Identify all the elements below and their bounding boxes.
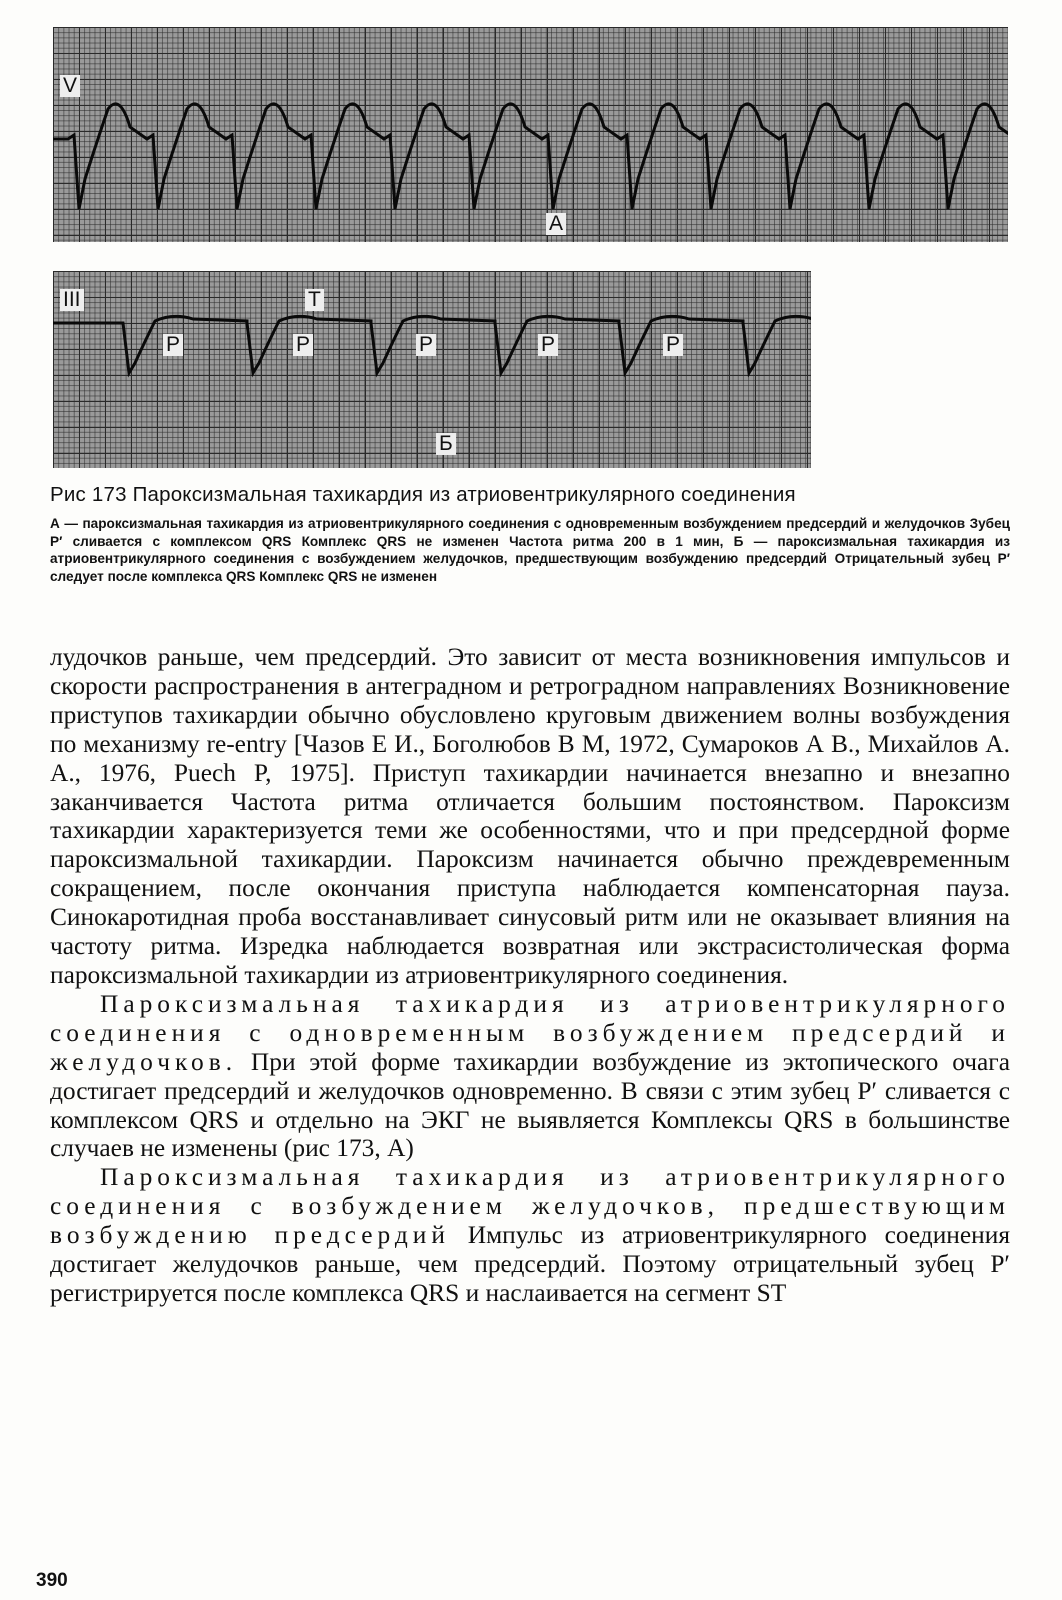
ecg-strip-a xyxy=(53,27,1008,242)
paragraph-1: лудочков раньше, чем предсердий. Это зависит от места возникновения импульсов и скорости распространения в антеградном и ретроградном направлениях Возникновение приступов тахикардии обычно обусловлено круговым движением волны возбуждения по механизму re-entry [Чазов Е И., Боголюбов В М, 1972, Сумароков А В., Михайлов А. А., 1976, Puech P, 1975]. Приступ тахикардии начинается внезапно и внезапно заканчивается Частота ритма отличается большим постоянством. Пароксизм тахикардии характеризуется теми же особенностями, что и при предсердной форме пароксизмальной тахикардии. Пароксизм начинается обычно преждевременным сокращением, после окончания приступа наблюдается компенсаторная пауза. Синокаротидная проба восстанавливает синусовый ритм или не оказывает влияния на частоту ритма. Изредка наблюдается возвратная или экстрасистолическая форма пароксизмальной тахикардии из атриовентрикулярного соединения. xyxy=(50,643,1010,989)
t-wave-label: Т xyxy=(305,289,324,311)
paragraph-2-heading: Пароксизмальная тахикардия из атриовентрикулярного соединения с одновременным возбуждением предсердий и желудочков. xyxy=(50,989,1010,1076)
ecg-trace-b xyxy=(53,271,811,468)
paragraph-3-heading: Пароксизмальная тахикардия из атриовентрикулярного соединения с возбуждением желудочков, предшествующим возбуждению предсердий xyxy=(50,1163,1010,1250)
figure-caption-title: Рис 173 Пароксизмальная тахикардия из атриовентрикулярного соединения xyxy=(50,483,796,506)
p-wave-label-4: Р xyxy=(538,334,558,356)
paragraph-3 xyxy=(50,1163,1010,1308)
p-wave-label-3: Р xyxy=(416,334,436,356)
page-number: 390 xyxy=(36,1570,68,1591)
paragraph-3-text: Импульс из атриовентрикулярного соединения достигает желудочков раньше, чем предсердий. Поэтому отрицательный зубец P′ регистрируется после комплекса QRS и наслаивается на сегмент ST xyxy=(50,1221,1011,1307)
paragraph-2-text: При этой форме тахикардии возбуждение из эктопического очага достигает предсердий и желудочков одновременно. В связи с этим зубец P′ сливается с комплексом QRS и отдельно на ЭКГ не выявляется Комплексы QRS в большинстве случаев не изменены (рис 173, А) xyxy=(50,1047,1010,1163)
paragraph-2 xyxy=(50,990,1010,1163)
ecg-strip-b xyxy=(53,271,811,468)
strip-label-b: Б xyxy=(436,433,456,455)
p-wave-label-5: Р xyxy=(663,334,683,356)
strip-label-a: А xyxy=(546,213,566,235)
lead-label-a: V xyxy=(60,75,80,97)
figure-caption-body: А — пароксизмальная тахикардия из атриовентрикулярного соединения с одновременным возбуждением предсердий и желудочков Зубец P′ сливается с комплексом QRS Комплекс QRS не изменен Частота ритма 200 в 1 мин, Б — пароксизмальная тахикардия из атриовентрикулярного соединения с возбуждением желудочков, предшествующим возбуждению предсердий Отрицательный зубец P′ следует после комплекса QRS Комплекс QRS не изменен xyxy=(50,516,1010,584)
ecg-trace-a xyxy=(53,27,1008,242)
body-text xyxy=(50,643,1010,1308)
lead-label-b: III xyxy=(60,289,84,311)
p-wave-label-2: Р xyxy=(293,334,313,356)
p-wave-label-1: Р xyxy=(163,334,183,356)
